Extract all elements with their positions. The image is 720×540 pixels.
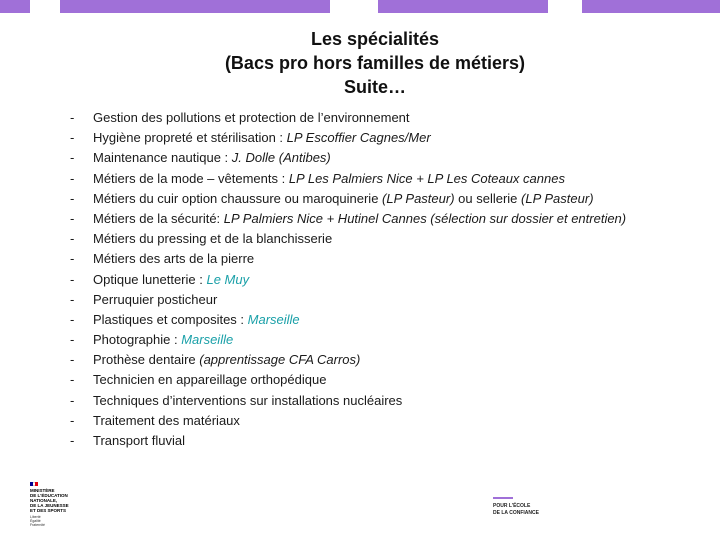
list-item (70, 270, 710, 290)
french-flag-icon (30, 482, 38, 486)
item-text: Optique lunetterie : (93, 271, 207, 287)
list-item (70, 189, 710, 209)
item-text: Métiers de la mode – vêtements : (93, 170, 289, 186)
specialties-list (70, 108, 710, 451)
item-text: Gestion des pollutions et protection de l’environnement (93, 110, 410, 125)
item-location: LP Escoffier Cagnes/Mer (286, 130, 431, 146)
item-text: Prothèse dentaire (93, 352, 200, 368)
list-dash: - (70, 311, 75, 327)
list-dash: - (70, 392, 75, 408)
title-line-2: (Bacs pro hors familles de métiers) (224, 53, 526, 73)
item-text-2: ou sellerie (454, 190, 522, 206)
item-location: Le Muy (206, 271, 250, 287)
ecole-confiance-logo (493, 497, 583, 517)
item-text: Métiers des arts de la pierre (93, 251, 255, 267)
item-text: Maintenance nautique : (93, 150, 232, 166)
list-dash: - (70, 210, 75, 226)
top-accent-bar-2 (60, 0, 330, 13)
list-item (70, 370, 710, 390)
list-item (70, 330, 710, 350)
item-text: Métiers du cuir option chaussure ou maroquinerie (93, 190, 383, 206)
item-text: Traitement des matériaux (93, 412, 240, 428)
item-location: LP Les Palmiers Nice + LP Les Coteaux cannes (288, 170, 565, 186)
list-item (70, 411, 710, 431)
list-item (70, 148, 710, 168)
list-item (70, 350, 710, 370)
list-item (70, 431, 710, 451)
ministry-name: MINISTÈRE DE L'ÉDUCATION NATIONALE, DE LA JEUNESSE ET DES SPORTS (30, 488, 69, 513)
list-item (70, 310, 710, 330)
item-text: Perruquier posticheur (93, 291, 218, 307)
list-dash: - (70, 251, 75, 267)
list-dash: - (70, 110, 75, 125)
item-text: Photographie : (93, 332, 182, 348)
item-text: Hygiène propreté et stérilisation : (93, 130, 287, 146)
title-line-1: Les spécialités (310, 29, 440, 49)
item-text: Transport fluvial (93, 433, 185, 448)
list-item (70, 169, 710, 189)
list-dash: - (70, 231, 75, 247)
ministry-logo (30, 482, 90, 527)
logo-accent-bar (493, 497, 513, 499)
item-text: Techniques d’interventions sur installations nucléaires (93, 392, 403, 408)
item-location: LP Palmiers Nice + Hutinel Cannes (sélection sur dossier et entretien) (223, 210, 627, 226)
ecole-confiance-text: POUR L'ÉCOLE DE LA CONFIANCE (493, 503, 539, 516)
item-location: Marseille (181, 332, 234, 348)
item-text: Plastiques et composites : (93, 311, 248, 327)
list-dash: - (70, 372, 75, 388)
list-dash: - (70, 352, 75, 368)
list-item (70, 229, 710, 249)
list-dash: - (70, 291, 75, 307)
item-location: Marseille (247, 311, 300, 327)
list-dash: - (70, 332, 75, 348)
list-item (70, 290, 710, 310)
item-location-2: (LP Pasteur) (521, 190, 594, 206)
item-location: (LP Pasteur) (382, 190, 455, 206)
list-item (70, 391, 710, 411)
list-dash: - (70, 150, 75, 166)
list-item (70, 209, 710, 229)
item-text: Métiers du pressing et de la blanchisserie (93, 231, 333, 247)
list-item (70, 249, 710, 269)
title-line-3: Suite… (343, 77, 406, 97)
top-accent-bar-3 (378, 0, 548, 13)
item-text: Technicien en appareillage orthopédique (93, 372, 327, 388)
list-dash: - (70, 433, 75, 448)
item-text: Métiers de la sécurité: (93, 210, 224, 226)
republic-motto: Liberté Égalité Fraternité (30, 515, 45, 527)
list-dash: - (70, 170, 75, 186)
list-dash: - (70, 412, 75, 428)
list-item (70, 128, 710, 148)
item-location: J. Dolle (Antibes) (231, 150, 331, 166)
slide-title (0, 27, 720, 99)
top-accent-bar-4 (582, 0, 720, 13)
top-accent-bar-1 (0, 0, 30, 13)
list-dash: - (70, 271, 75, 287)
list-item (70, 108, 710, 128)
item-location: (apprentissage CFA Carros) (199, 352, 361, 368)
list-dash: - (70, 190, 75, 206)
list-dash: - (70, 130, 75, 146)
